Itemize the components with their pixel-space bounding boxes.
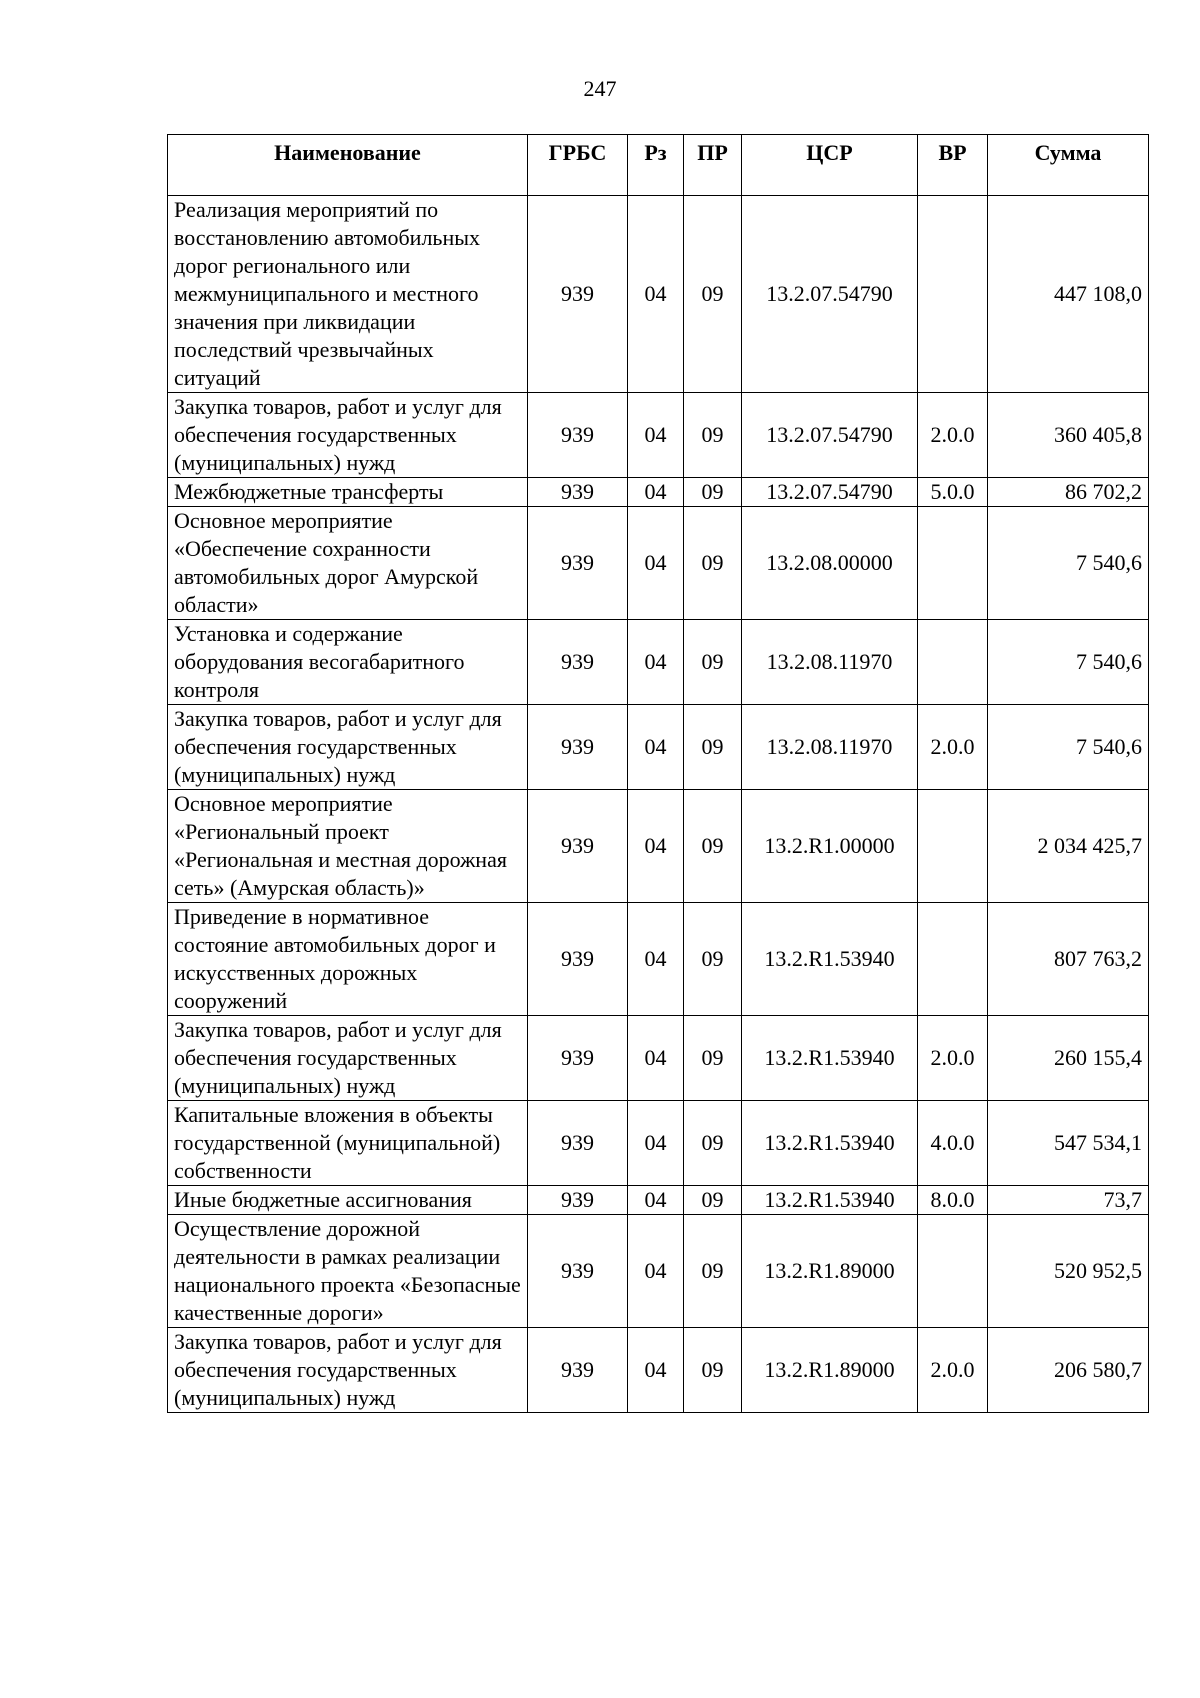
row-vr-cell xyxy=(918,620,988,705)
row-pr-cell: 09 xyxy=(684,790,742,903)
table-row xyxy=(168,790,1149,903)
row-vr-cell xyxy=(918,507,988,620)
row-rz-cell: 04 xyxy=(628,196,684,393)
row-csr-cell: 13.2.R1.53940 xyxy=(742,903,918,1016)
row-rz-cell: 04 xyxy=(628,478,684,507)
row-sum-cell: 86 702,2 xyxy=(988,478,1149,507)
table-row xyxy=(168,903,1149,1016)
row-vr-cell xyxy=(918,903,988,1016)
row-sum-cell: 447 108,0 xyxy=(988,196,1149,393)
table-row xyxy=(168,1186,1149,1215)
row-csr-cell: 13.2.07.54790 xyxy=(742,393,918,478)
table-row xyxy=(168,1016,1149,1101)
row-csr-cell: 13.2.R1.53940 xyxy=(742,1186,918,1215)
row-grbs-cell: 939 xyxy=(528,1215,628,1328)
row-sum-cell: 520 952,5 xyxy=(988,1215,1149,1328)
row-csr-cell: 13.2.R1.53940 xyxy=(742,1016,918,1101)
column-header-sum: Сумма xyxy=(988,135,1149,196)
row-name-cell: Приведение в нормативное состояние автомобильных дорог и искусственных дорожных сооружений xyxy=(168,903,528,1016)
row-name-cell: Основное мероприятие «Обеспечение сохранности автомобильных дорог Амурской области» xyxy=(168,507,528,620)
table-row xyxy=(168,196,1149,393)
row-pr-cell: 09 xyxy=(684,1016,742,1101)
row-csr-cell: 13.2.R1.89000 xyxy=(742,1328,918,1413)
row-csr-cell: 13.2.07.54790 xyxy=(742,196,918,393)
row-sum-cell: 7 540,6 xyxy=(988,705,1149,790)
row-name-cell: Закупка товаров, работ и услуг для обеспечения государственных (муниципальных) нужд xyxy=(168,1016,528,1101)
row-sum-cell: 260 155,4 xyxy=(988,1016,1149,1101)
row-grbs-cell: 939 xyxy=(528,1101,628,1186)
table-row xyxy=(168,1215,1149,1328)
row-sum-cell: 360 405,8 xyxy=(988,393,1149,478)
row-csr-cell: 13.2.08.11970 xyxy=(742,705,918,790)
row-csr-cell: 13.2.08.11970 xyxy=(742,620,918,705)
row-name-cell: Закупка товаров, работ и услуг для обеспечения государственных (муниципальных) нужд xyxy=(168,393,528,478)
row-vr-cell xyxy=(918,196,988,393)
row-pr-cell: 09 xyxy=(684,393,742,478)
row-rz-cell: 04 xyxy=(628,1186,684,1215)
row-sum-cell: 547 534,1 xyxy=(988,1101,1149,1186)
row-rz-cell: 04 xyxy=(628,1328,684,1413)
row-rz-cell: 04 xyxy=(628,1215,684,1328)
row-vr-cell xyxy=(918,790,988,903)
row-rz-cell: 04 xyxy=(628,507,684,620)
row-pr-cell: 09 xyxy=(684,1215,742,1328)
row-csr-cell: 13.2.R1.53940 xyxy=(742,1101,918,1186)
page-number: 247 xyxy=(583,76,617,101)
row-name-cell: Капитальные вложения в объекты государственной (муниципальной) собственности xyxy=(168,1101,528,1186)
row-name-cell: Межбюджетные трансферты xyxy=(168,478,528,507)
row-rz-cell: 04 xyxy=(628,903,684,1016)
row-rz-cell: 04 xyxy=(628,705,684,790)
row-rz-cell: 04 xyxy=(628,620,684,705)
table-row xyxy=(168,620,1149,705)
row-grbs-cell: 939 xyxy=(528,196,628,393)
row-pr-cell: 09 xyxy=(684,1328,742,1413)
row-vr-cell: 2.0.0 xyxy=(918,393,988,478)
table-row xyxy=(168,1101,1149,1186)
table-row xyxy=(168,393,1149,478)
row-pr-cell: 09 xyxy=(684,620,742,705)
row-vr-cell: 5.0.0 xyxy=(918,478,988,507)
row-grbs-cell: 939 xyxy=(528,1016,628,1101)
row-grbs-cell: 939 xyxy=(528,1328,628,1413)
row-name-cell: Иные бюджетные ассигнования xyxy=(168,1186,528,1215)
row-sum-cell: 807 763,2 xyxy=(988,903,1149,1016)
row-sum-cell: 2 034 425,7 xyxy=(988,790,1149,903)
row-name-cell: Реализация мероприятий по восстановлению автомобильных дорог регионального или межмуниципального и местного значения при ликвидации последствий чрезвычайных ситуаций xyxy=(168,196,528,393)
row-grbs-cell: 939 xyxy=(528,903,628,1016)
column-header-csr: ЦСР xyxy=(742,135,918,196)
table-row xyxy=(168,478,1149,507)
row-grbs-cell: 939 xyxy=(528,705,628,790)
row-vr-cell: 2.0.0 xyxy=(918,705,988,790)
row-rz-cell: 04 xyxy=(628,1101,684,1186)
row-name-cell: Закупка товаров, работ и услуг для обеспечения государственных (муниципальных) нужд xyxy=(168,705,528,790)
row-grbs-cell: 939 xyxy=(528,1186,628,1215)
table-row xyxy=(168,705,1149,790)
row-sum-cell: 7 540,6 xyxy=(988,507,1149,620)
row-pr-cell: 09 xyxy=(684,705,742,790)
row-pr-cell: 09 xyxy=(684,507,742,620)
column-header-grbs: ГРБС xyxy=(528,135,628,196)
row-rz-cell: 04 xyxy=(628,790,684,903)
row-vr-cell: 8.0.0 xyxy=(918,1186,988,1215)
row-csr-cell: 13.2.08.00000 xyxy=(742,507,918,620)
table-row xyxy=(168,507,1149,620)
column-header-vr: ВР xyxy=(918,135,988,196)
row-rz-cell: 04 xyxy=(628,393,684,478)
row-csr-cell: 13.2.R1.00000 xyxy=(742,790,918,903)
row-vr-cell xyxy=(918,1215,988,1328)
row-pr-cell: 09 xyxy=(684,478,742,507)
row-pr-cell: 09 xyxy=(684,196,742,393)
row-grbs-cell: 939 xyxy=(528,620,628,705)
row-pr-cell: 09 xyxy=(684,903,742,1016)
row-name-cell: Осуществление дорожной деятельности в рамках реализации национального проекта «Безопасные качественные дороги» xyxy=(168,1215,528,1328)
row-vr-cell: 2.0.0 xyxy=(918,1016,988,1101)
row-name-cell: Закупка товаров, работ и услуг для обеспечения государственных (муниципальных) нужд xyxy=(168,1328,528,1413)
column-header-name: Наименование xyxy=(168,135,528,196)
row-vr-cell: 4.0.0 xyxy=(918,1101,988,1186)
row-grbs-cell: 939 xyxy=(528,507,628,620)
row-name-cell: Установка и содержание оборудования весогабаритного контроля xyxy=(168,620,528,705)
column-header-rz: Рз xyxy=(628,135,684,196)
row-name-cell: Основное мероприятие «Региональный проект «Региональная и местная дорожная сеть» (Амурская область)» xyxy=(168,790,528,903)
row-csr-cell: 13.2.R1.89000 xyxy=(742,1215,918,1328)
table-row xyxy=(168,1328,1149,1413)
table-header-row xyxy=(168,135,1149,196)
row-grbs-cell: 939 xyxy=(528,478,628,507)
budget-table xyxy=(167,134,1149,1413)
row-csr-cell: 13.2.07.54790 xyxy=(742,478,918,507)
row-sum-cell: 206 580,7 xyxy=(988,1328,1149,1413)
row-grbs-cell: 939 xyxy=(528,790,628,903)
row-sum-cell: 7 540,6 xyxy=(988,620,1149,705)
column-header-pr: ПР xyxy=(684,135,742,196)
row-pr-cell: 09 xyxy=(684,1101,742,1186)
row-rz-cell: 04 xyxy=(628,1016,684,1101)
row-sum-cell: 73,7 xyxy=(988,1186,1149,1215)
row-grbs-cell: 939 xyxy=(528,393,628,478)
row-pr-cell: 09 xyxy=(684,1186,742,1215)
row-vr-cell: 2.0.0 xyxy=(918,1328,988,1413)
